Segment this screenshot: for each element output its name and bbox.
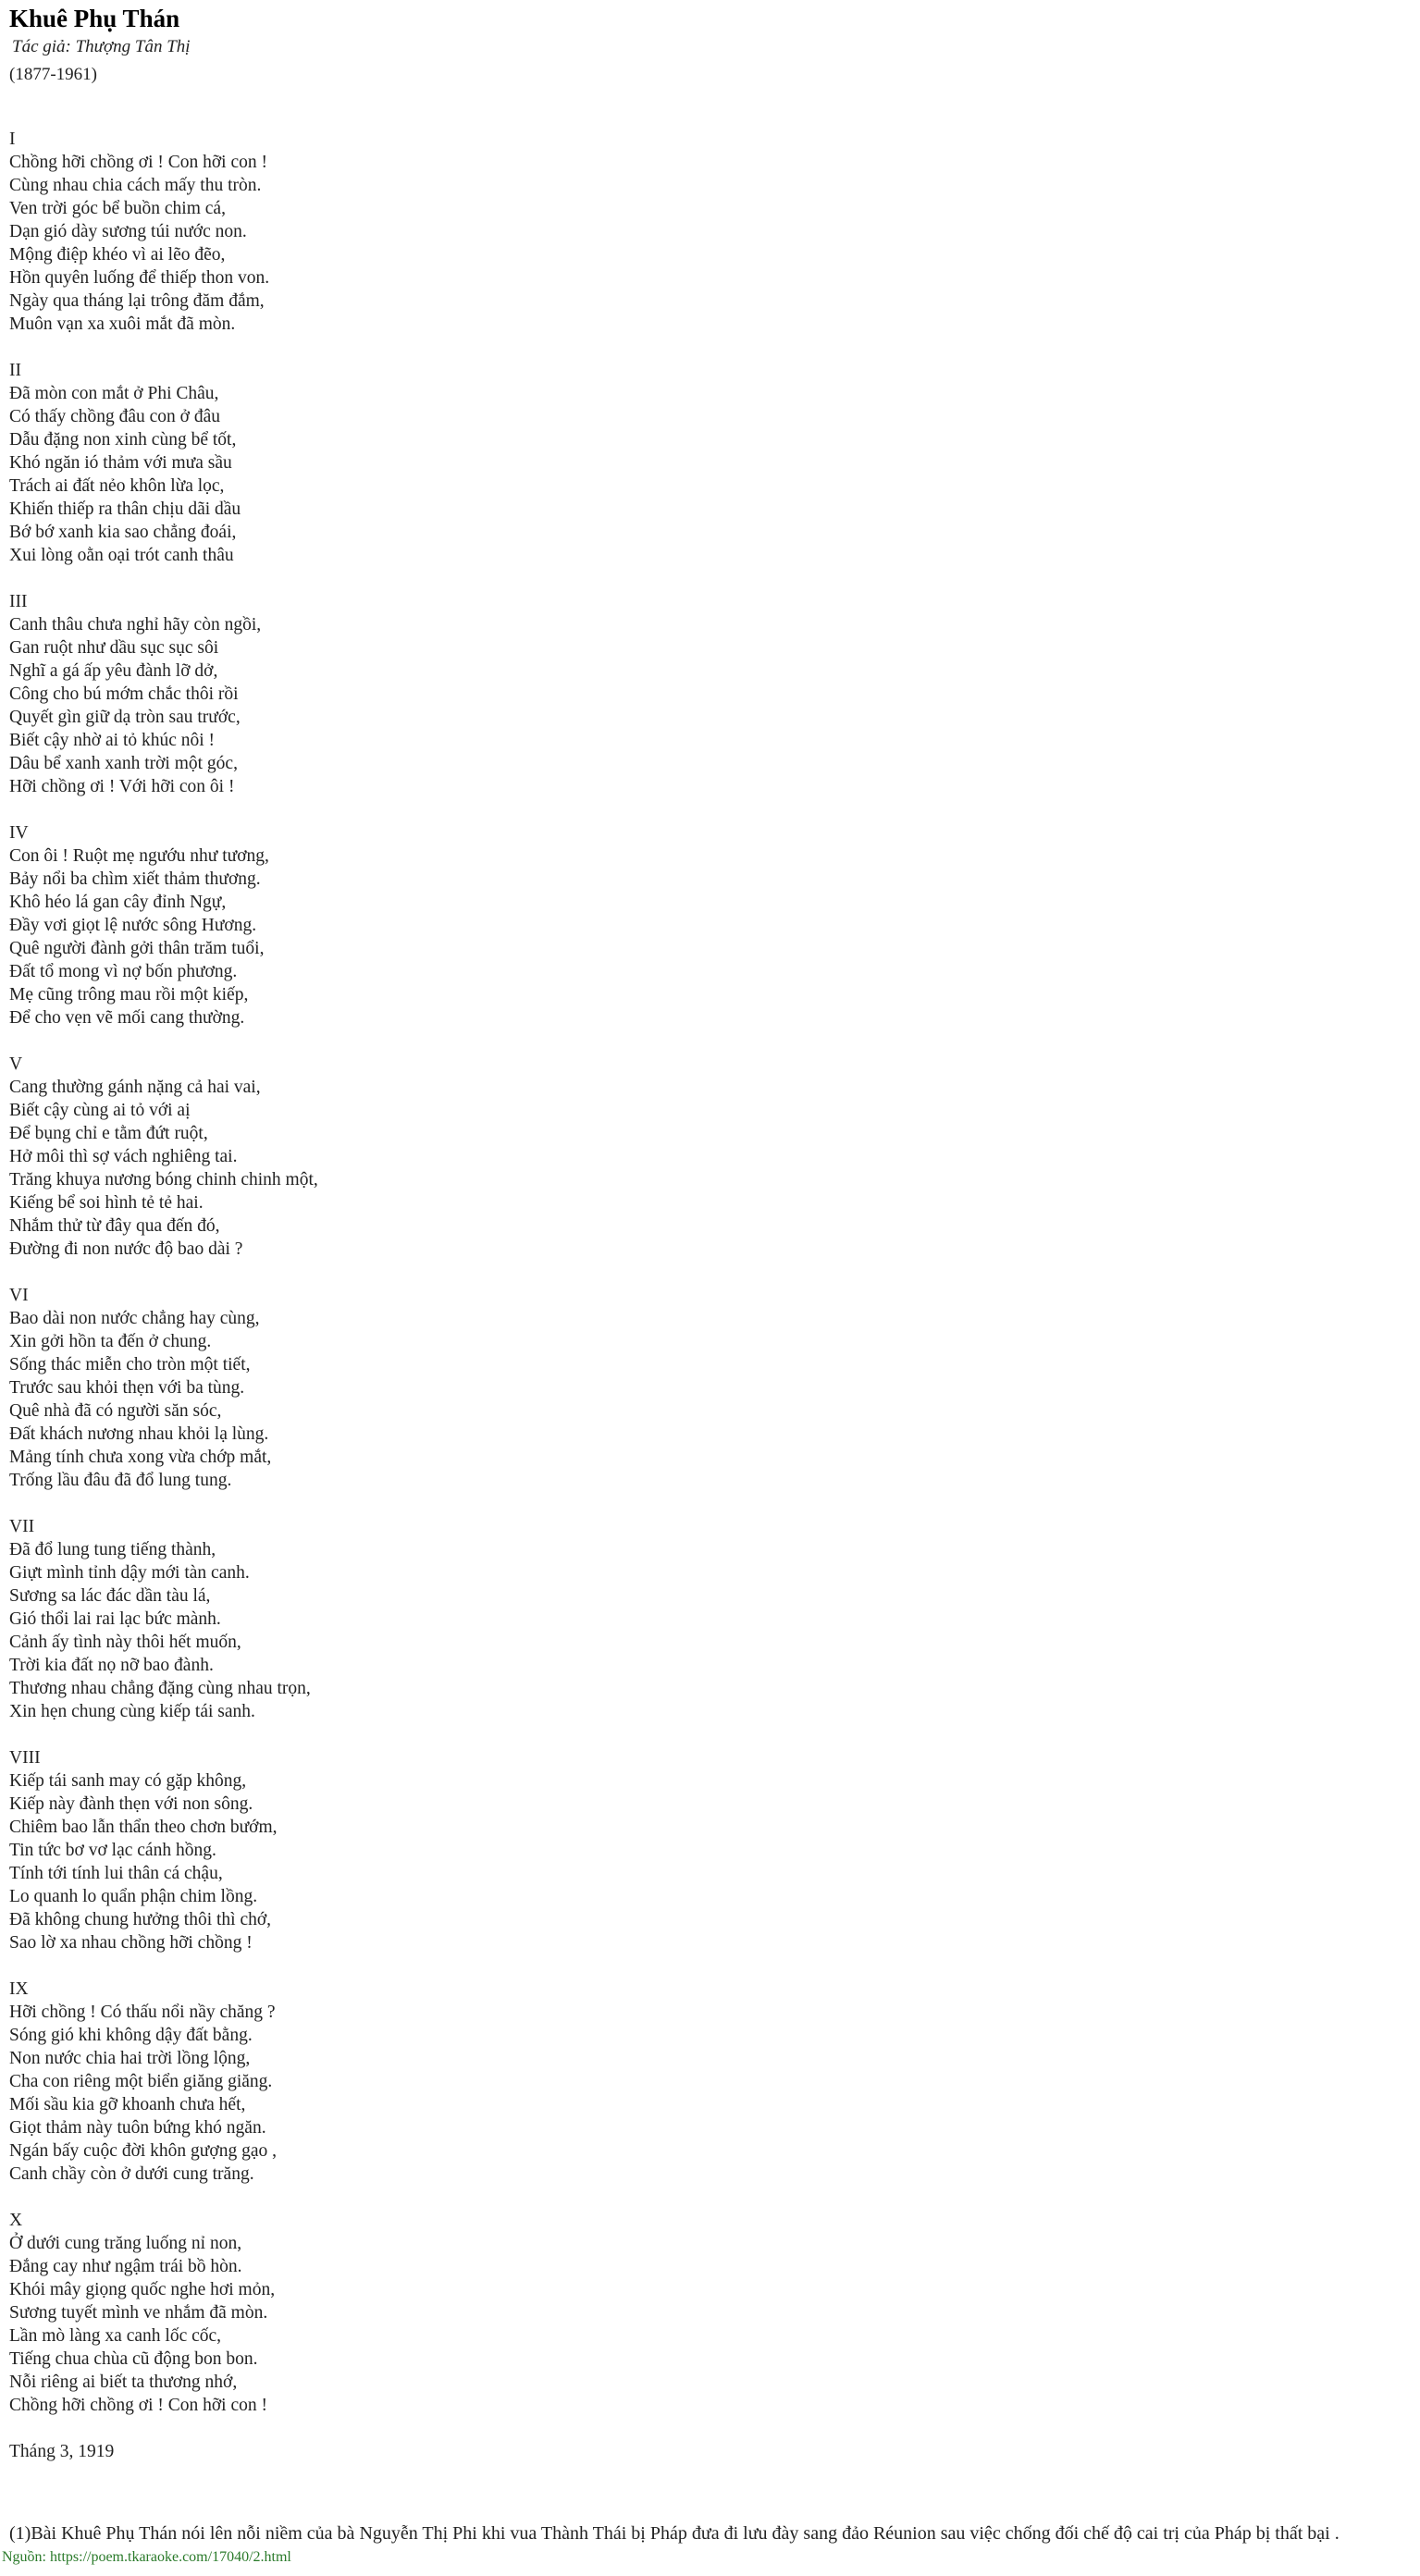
poem-line: Trống lầu đâu đã đổ lung tung. [9, 1471, 232, 1490]
poem-line: Thương nhau chẳng đặng cùng nhau trọn, [9, 1679, 311, 1698]
poem-line: Giọt thảm này tuôn bứng khó ngăn. [9, 2118, 266, 2138]
poem-line: Đất khách nương nhau khỏi lạ lùng. [9, 1424, 269, 1444]
poem-line: Đã không chung hưởng thôi thì chớ, [9, 1910, 272, 1929]
source-line [2, 2547, 291, 2568]
poem-line: Non nước chia hai trời lồng lộng, [9, 2049, 251, 2068]
poem-line: Sương tuyết mình ve nhắm đã mòn. [9, 2303, 268, 2323]
poem-line: Trăng khuya nương bóng chinh chinh một, [9, 1170, 318, 1189]
stanza-number: IX [9, 1979, 29, 1999]
poem-date: Tháng 3, 1919 [9, 2442, 115, 2461]
poem-line: Bao dài non nước chẳng hay cùng, [9, 1309, 260, 1328]
poem-line: Cùng nhau chia cách mấy thu tròn. [9, 176, 262, 195]
stanza [9, 359, 1420, 567]
poem-line: Đường đi non nước độ bao dài ? [9, 1239, 243, 1259]
poem-line: Mảng tính chưa xong vừa chớp mắt, [9, 1448, 272, 1467]
poem-line: Kiếp này đành thẹn với non sông. [9, 1794, 253, 1814]
poem-line: Giựt mình tỉnh dậy mới tàn canh. [9, 1563, 250, 1583]
poem-line: Ngán bấy cuộc đời khôn gượng gạo , [9, 2141, 277, 2161]
stanza-number: VII [9, 1517, 35, 1536]
poem-line: Để bụng chỉ e tằm đứt ruột, [9, 1124, 208, 1143]
poem-line: Chiêm bao lẫn thẩn theo chơn bướm, [9, 1818, 278, 1837]
poem-line: Có thấy chồng đâu con ở đâu [9, 407, 221, 426]
poem-line: Đất tổ mong vì nợ bốn phương. [9, 962, 238, 981]
poem-line: Khó ngăn ió thảm với mưa sầu [9, 453, 232, 473]
poem-line: Đầy vơi giọt lệ nước sông Hương. [9, 916, 257, 935]
poem-line: Sống thác miễn cho tròn một tiết, [9, 1355, 251, 1374]
poem-line: Sương sa lác đác dần tàu lá, [9, 1586, 211, 1606]
poem-line: Gió thổi lai rai lạc bức mành. [9, 1609, 221, 1629]
stanza-number: VIII [9, 1748, 41, 1768]
stanza [9, 1978, 1420, 2186]
poem-line: Canh thâu chưa nghỉ hãy còn ngồi, [9, 615, 262, 635]
poem-line: Dạn gió dày sương túi nước non. [9, 222, 247, 241]
poem-line: Bảy nổi ba chìm xiết thảm thương. [9, 869, 261, 889]
poem-line: Mộng điệp khéo vì ai lẽo đẽo, [9, 245, 226, 265]
stanza [9, 1515, 1420, 1723]
poem-line: Hồn quyên luống để thiếp thon von. [9, 268, 270, 288]
poem-line: Muôn vạn xa xuôi mắt đã mòn. [9, 314, 236, 334]
stanza [9, 590, 1420, 798]
stanza [9, 1053, 1420, 1261]
source-link[interactable]: https://poem.tkaraoke.com/17040/2.html [50, 2549, 291, 2565]
poem-line: Canh chầy còn ở dưới cung trăng. [9, 2164, 254, 2184]
poem-body [9, 128, 1420, 2463]
poem-line: Dâu bể xanh xanh trời một góc, [9, 754, 238, 773]
poem-line: Quê nhà đã có người săn sóc, [9, 1401, 222, 1421]
poem-line: Mẹ cũng trông mau rồi một kiếp, [9, 985, 249, 1005]
poem-line: Trời kia đất nọ nỡ bao đành. [9, 1656, 214, 1675]
poem-line: Gan ruột như dầu sục sục sôi [9, 638, 219, 658]
stanza [9, 1746, 1420, 1954]
stanza-number: V [9, 1054, 23, 1074]
poem-line: Biết cậy nhờ ai tỏ khúc nôi ! [9, 731, 216, 750]
poem-line: Quê người đành gởi thân trăm tuổi, [9, 939, 265, 958]
stanza-number: X [9, 2211, 23, 2230]
poem-line: Sóng gió khi không dậy đất bằng. [9, 2026, 253, 2045]
poem-line: Lo quanh lo quẩn phận chim lồng. [9, 1887, 258, 1906]
stanza-number: III [9, 592, 28, 611]
stanza [9, 1284, 1420, 1492]
source-label: Nguồn: [2, 2549, 50, 2565]
poem-line: Đã đổ lung tung tiếng thành, [9, 1540, 216, 1559]
poem-line: Bớ bớ xanh kia sao chẳng đoái, [9, 523, 237, 542]
poem-line: Cảnh ấy tình này thôi hết muốn, [9, 1633, 241, 1652]
stanza-number: IV [9, 823, 29, 843]
poem-line: Trách ai đất nẻo khôn lừa lọc, [9, 476, 225, 496]
author-years: (1877-1961) [9, 65, 97, 84]
poem-line: Tin tức bơ vơ lạc cánh hồng. [9, 1841, 216, 1860]
poem-line: Nghĩ a gá ấp yêu đành lỡ dở, [9, 661, 218, 681]
poem-line: Khói mây giọng quốc nghe hơi mỏn, [9, 2280, 276, 2299]
stanza [9, 128, 1420, 336]
stanza [9, 821, 1420, 1029]
poem-line: Cha con riêng một biển giăng giăng. [9, 2072, 273, 2091]
poem-line: Đã mòn con mắt ở Phi Châu, [9, 384, 219, 403]
poem-line: Ở dưới cung trăng luống nỉ non, [9, 2234, 242, 2253]
stanza-number: VI [9, 1286, 29, 1305]
poem-line: Kiếng bể soi hình tẻ tẻ hai. [9, 1193, 204, 1213]
poem-line: Sao lờ xa nhau chồng hỡi chồng ! [9, 1933, 253, 1953]
poem-line: Quyết gìn giữ dạ tròn sau trước, [9, 708, 241, 727]
poem-line: Con ôi ! Ruột mẹ ngướu như tương, [9, 846, 269, 866]
poem-line: Lần mò làng xa canh lốc cốc, [9, 2326, 222, 2346]
poem-line: Ngày qua tháng lại trông đăm đắm, [9, 291, 265, 311]
stanza-number: II [9, 361, 21, 380]
poem-line: Chồng hỡi chồng ơi ! Con hỡi con ! [9, 153, 267, 172]
poem-line: Trước sau khỏi thẹn với ba tùng. [9, 1378, 245, 1398]
poem-line: Nỗi riêng ai biết ta thương nhớ, [9, 2373, 238, 2392]
poem-line: Xui lòng oằn oại trót canh thâu [9, 546, 234, 565]
stanza [9, 2209, 1420, 2417]
poem-line: Xin hẹn chung cùng kiếp tái sanh. [9, 1702, 255, 1721]
poem-line: Biết cậy cùng ai tỏ với aị [9, 1101, 191, 1120]
poem-line: Đắng cay như ngậm trái bồ hòn. [9, 2257, 242, 2276]
poem-line: Nhắm thử từ đây qua đến đó, [9, 1216, 220, 1236]
poem-line: Khô héo lá gan cây đỉnh Ngự, [9, 893, 227, 912]
poem-line: Dẫu đặng non xinh cùng bể tốt, [9, 430, 237, 450]
stanza-number: I [9, 129, 16, 149]
poem-line: Mối sầu kia gỡ khoanh chưa hết, [9, 2095, 246, 2114]
poem-line: Hỡi chồng ơi ! Với hỡi con ôi ! [9, 777, 235, 796]
poem-author: Tác giả: Thượng Tân Thị [12, 37, 191, 56]
poem-line: Ven trời góc bể buồn chim cá, [9, 199, 226, 218]
poem-line: Chồng hỡi chồng ơi ! Con hỡi con ! [9, 2396, 267, 2415]
poem-line: Để cho vẹn vẽ mối cang thường. [9, 1008, 245, 1028]
poem-line: Tiếng chua chùa cũ động bon bon. [9, 2349, 258, 2369]
footnote: (1)Bài Khuê Phụ Thán nói lên nỗi niềm của bà Nguyễn Thị Phi khi vua Thành Thái bị Pháp đưa đi lưu đày sang đảo Réunion sau việc chống đối chế độ cai trị của Pháp bị thất bại . [9, 2523, 1340, 2544]
poem-line: Khiến thiếp ra thân chịu dãi dầu [9, 499, 241, 519]
poem-line: Công cho bú mớm chắc thôi rồi [9, 684, 239, 704]
poem-line: Tính tới tính lui thân cá chậu, [9, 1864, 223, 1883]
poem-line: Cang thường gánh nặng cả hai vai, [9, 1078, 261, 1097]
poem-line: Hỡi chồng ! Có thấu nổi nầy chăng ? [9, 2003, 276, 2022]
poem-line: Xin gởi hồn ta đến ở chung. [9, 1332, 212, 1351]
poem-line: Hở môi thì sợ vách nghiêng tai. [9, 1147, 238, 1166]
poem-line: Kiếp tái sanh may có gặp không, [9, 1771, 247, 1791]
poem-title: Khuê Phụ Thán [9, 5, 180, 32]
